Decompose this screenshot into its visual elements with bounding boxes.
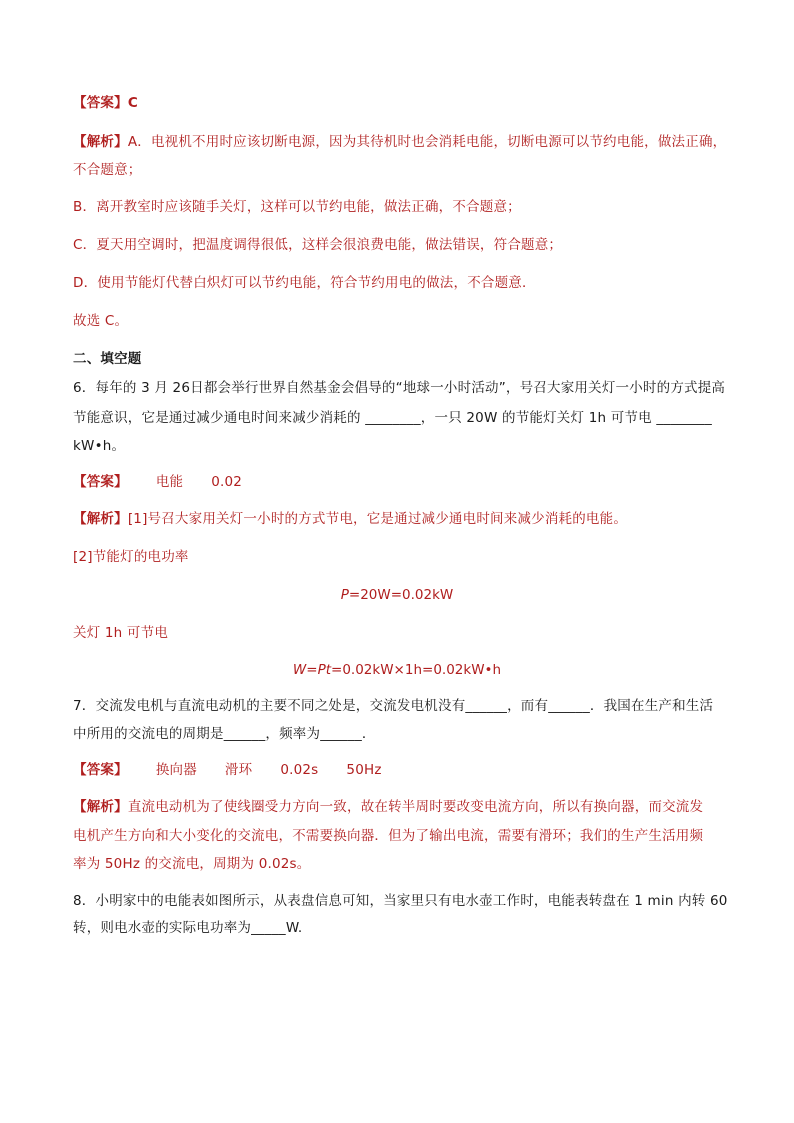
formula-var: P <box>340 587 349 603</box>
answer-tag: 【答案】 <box>73 762 128 778</box>
answer-tag: 【答案】 <box>73 474 128 490</box>
q6-formula-2 <box>0 660 794 680</box>
section-title: 二、填空题 <box>73 351 142 367</box>
formula-rest: =20W=0.02kW <box>348 587 454 603</box>
formula-var-pt: Pt <box>317 662 332 678</box>
q7-analysis-line1 <box>73 797 703 817</box>
analysis-text: 直流电动机为了使线圈受力方向一致，故在转半周时要改变电流方向，所以有换向器，而交流发 <box>127 799 704 815</box>
q5-analysis-d: D．使用节能灯代替白炽灯可以节约电能，符合节约用电的做法，不合题意． <box>73 275 536 291</box>
q5-analysis-a-line2: 不合题意； <box>73 162 142 178</box>
q8-line1: 8．小明家中的电能表如图所示，从表盘信息可知，当家里只有电水壶工作时，电能表转盘在 1 min 内转 60 <box>73 893 728 909</box>
analysis-tag: 【解析】 <box>73 799 128 815</box>
q7-line2: 中所用的交流电的周期是______，频率为______． <box>73 726 376 742</box>
q7-line1: 7．交流发电机与直流电动机的主要不同之处是，交流发电机没有______，而有______．我国在生产和生活 <box>73 698 714 714</box>
q6-analysis-3: 关灯 1h 可节电 <box>73 625 169 641</box>
q6-line1: 6．每年的 3 月 26日都会举行世界自然基金会倡导的“地球一小时活动”，号召大家用关灯一小时的方式提高 <box>73 380 726 396</box>
analysis-text: A．电视机不用时应该切断电源，因为其待机时也会消耗电能，切断电源可以节约电能，做法正确， <box>127 134 727 150</box>
answer-3: 0.02s <box>280 762 319 778</box>
formula-rest: =0.02kW×1h=0.02kW•h <box>331 662 502 678</box>
analysis-tag: 【解析】 <box>73 134 128 150</box>
answer-1: 电能 <box>155 474 184 490</box>
q5-analysis-c: C．夏天用空调时，把温度调得很低，这样会很浪费电能，做法错误，符合题意； <box>73 237 563 253</box>
q6-formula-1 <box>0 585 794 605</box>
answer-2: 0.02 <box>211 474 243 490</box>
q7-answer-line <box>73 760 382 780</box>
formula-var-w: W <box>292 662 307 678</box>
q5-analysis-b: B．离开教室时应该随手关灯，这样可以节约电能，做法正确，不合题意； <box>73 199 521 215</box>
q5-conclusion: 故选 C。 <box>73 313 129 329</box>
answer-value: C <box>127 95 138 111</box>
analysis-text: [1]号召大家用关灯一小时的方式节电，它是通过减少通电时间来减少消耗的电能。 <box>127 511 628 527</box>
q6-analysis-1 <box>73 509 627 529</box>
q7-analysis-line2: 电机产生方向和大小变化的交流电，不需要换向器．但为了输出电流，需要有滑环；我们的生产生活用频 <box>73 828 704 844</box>
q5-answer-line <box>73 93 138 113</box>
q6-analysis-2: [2]节能灯的电功率 <box>73 549 189 565</box>
q7-analysis-line3: 率为 50Hz 的交流电，周期为 0.02s。 <box>73 856 311 872</box>
formula-eq: = <box>306 662 318 678</box>
q6-answer-line <box>73 472 242 492</box>
analysis-tag: 【解析】 <box>73 511 128 527</box>
q5-analysis-a-line1 <box>73 132 726 152</box>
answer-tag: 【答案】 <box>73 95 128 111</box>
answer-2: 滑环 <box>224 762 253 778</box>
q8-line2: 转，则电水壶的实际电功率为_____W. <box>73 920 303 936</box>
answer-1: 换向器 <box>155 762 197 778</box>
q6-line2: 节能意识，它是通过减少通电时间来减少消耗的 ________，一只 20W 的节能灯关灯 1h 可节电 ________ <box>73 410 712 426</box>
answer-4: 50Hz <box>346 762 382 778</box>
q6-line3: kW•h。 <box>73 438 126 454</box>
